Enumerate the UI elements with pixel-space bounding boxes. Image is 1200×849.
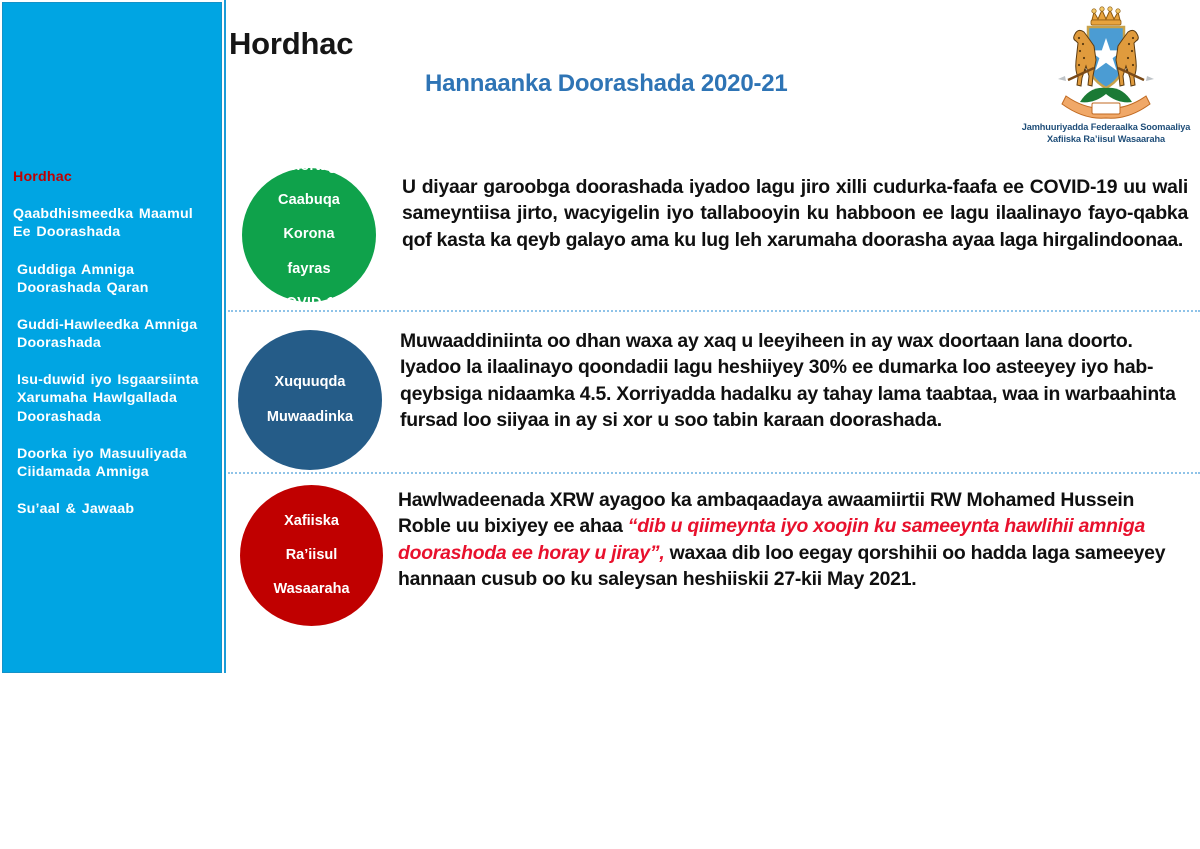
sidebar-item-qaabdhismeedka[interactable]: Qaabdhismeedka Maamul Ee Doorashada [13,206,193,241]
page-subtitle: Hannaanka Doorashada 2020-21 [425,70,788,97]
bubble-pm-office[interactable] [240,485,383,626]
sidebar-item-isu-duwid[interactable]: Isu-duwid iyo Isgaarsiinta Xarumaha Hawlgallada Doorashada [17,372,199,425]
section-divider-2 [228,472,1200,474]
somalia-coat-of-arms-icon [1036,4,1176,122]
bubble-pm-office-label: Xafiiska Ra’iisul Wasaaraha [273,512,350,598]
section-divider-1 [228,310,1200,312]
bubble-covid-prevention[interactable] [242,158,376,311]
paragraph-covid: U diyaar garoobga doorashada iyadoo lagu jiro xilli cudurka-faafa ee COVID-19 uu wali sameyntiisa jirto, wacyigelin iyo tallabooyin ku habboon ee lagu ilaalinayo fayo-qabka qof kasta ka qeyb galayo ama ku lug leh xarumaha doorasha ayaa laga hirgalindoonaa. [402,176,1188,251]
sidebar-nav [13,168,215,537]
emblem-caption-line1: Jamhuuriyadda Federaalka Soomaaliya [1021,122,1191,132]
bubble-citizen-rights[interactable] [238,330,382,470]
sidebar-item-doorka-iyo-masuuliyada[interactable]: Doorka iyo Masuuliyada Ciidamada Amniga [17,445,187,480]
page-title: Hordhac [229,26,354,61]
paragraph-pm-office-quote: “dib u qiimeynta iyo xoojin ku sameeynta hawlihii amniga doorashoda ee horay u jiray”, [398,515,1145,564]
sidebar-item-guddiga-amniga[interactable]: Guddiga Amniga Doorashada Qaran [17,261,149,296]
paragraph-pm-office [398,487,1188,593]
paragraph-citizen-rights: Muwaaddiniinta oo dhan waxa ay xaq u leeyiheen in ay wax doortaan lana doorto. Iyadoo la ilaalinayo qoondadii lagu heshiiyey 30% ee dumarka loo asteeyey iyo hab-qeybsiga nidaamka 4.5. Xorriyadda hadalku ay tahay lama taabtaa, waa in warbaahinta fursad loo siiyaa in ay si xor u soo tabin karaan doorashada. [400,330,1176,432]
emblem-caption-line2: Xafiiska Ra’iisul Wasaaraha [1047,133,1165,144]
sidebar-item-hordhac[interactable]: Hordhac [13,169,72,185]
sidebar-vertical-divider [224,0,226,673]
bubble-citizen-rights-label: Xuquuqda Muwaadinka [266,374,354,425]
sidebar-item-suaal-jawaab[interactable]: Su’aal & Jawaab [17,501,135,518]
sidebar [2,2,222,673]
bubble-covid-label: Kahortaga Caabuqa Korona fayras (COVID-19) [270,158,348,311]
sidebar-item-guddi-hawleedka[interactable]: Guddi-Hawleedka Amniga Doorashada [17,316,198,352]
emblem-block [1016,4,1196,145]
paragraph-pm-office-part2: waxaa dib loo eegay qorshihii oo hadda laga sameeyey hannaan cusub oo ku saleysan heshiiskii 27-kii May 2021. [398,541,1166,591]
paragraph-pm-office-part1: Hawlwadeenada XRW ayagoo ka ambaqaadaya awaamiirtii RW Mohamed Hussein Roble uu bixiyey ee ahaa [398,489,1135,538]
